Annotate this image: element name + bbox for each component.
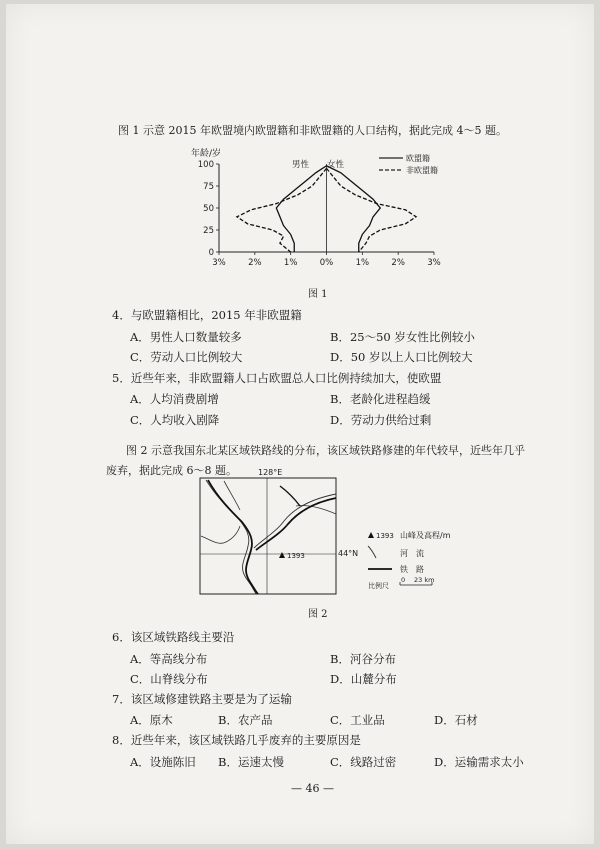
- q5-option-b[interactable]: B．老龄化进程趋缓: [330, 392, 431, 406]
- y-tick-label: 25: [203, 226, 214, 236]
- y-tick-label: 0: [208, 248, 214, 258]
- legend-peak-value: 1393: [376, 532, 394, 540]
- x-tick-label: 2%: [391, 258, 405, 268]
- exam-page: [6, 4, 594, 844]
- q8-stem: 8．近些年来，该区域铁路几乎废弃的主要原因是: [112, 733, 361, 747]
- q4-option-a[interactable]: A．男性人口数量较多: [130, 330, 242, 344]
- q5-stem: 5．近些年来，非欧盟籍人口占欧盟总人口比例持续加大，使欧盟: [112, 371, 442, 385]
- q7-option-c[interactable]: C．工业品: [330, 713, 385, 727]
- q6-option-b[interactable]: B．河谷分布: [330, 652, 396, 666]
- figure-2-railway-map: [196, 466, 476, 601]
- q4-option-b[interactable]: B．25～50 岁女性比例较小: [330, 330, 475, 344]
- figure-1-population-pyramid: [186, 146, 451, 284]
- river: [206, 480, 256, 594]
- q6-option-c[interactable]: C．山脊线分布: [130, 672, 208, 686]
- river: [296, 505, 336, 514]
- q4-option-c[interactable]: C．劳动人口比例较大: [130, 350, 243, 364]
- intro-fig2-line2: 废弃，据此完成 6～8 题。: [106, 464, 237, 477]
- scale-value: 23 km: [414, 576, 435, 584]
- map-legend: [368, 530, 451, 590]
- river: [201, 526, 240, 543]
- q7-option-d[interactable]: D．石材: [434, 713, 478, 727]
- q8-option-c[interactable]: C．线路过密: [330, 755, 397, 769]
- intro-fig2-line1: 图 2 示意我国东北某区域铁路线的分布，该区域铁路修建的年代较早，近些年几乎: [126, 444, 525, 457]
- q4-option-d[interactable]: D．50 岁以上人口比例较大: [330, 350, 473, 364]
- q6-option-a[interactable]: A．等高线分布: [130, 652, 208, 666]
- q8-option-d[interactable]: D．运输需求太小: [434, 755, 524, 769]
- lon-label: 128°E: [258, 468, 283, 477]
- peak-value: 1393: [287, 552, 305, 560]
- lat-label: 44°N: [338, 549, 359, 558]
- legend-peak: 山峰及高程/m: [400, 531, 451, 540]
- legend-river: 河 流: [400, 549, 424, 558]
- x-tick-label: 3%: [212, 258, 226, 268]
- legend-rail: 铁 路: [400, 565, 424, 574]
- fig2-caption: 图 2: [308, 609, 328, 620]
- q8-option-b[interactable]: B．运速太慢: [218, 755, 284, 769]
- q7-option-b[interactable]: B．农产品: [218, 713, 273, 727]
- scale-label: 比例尺: [368, 582, 389, 590]
- legend-peak-icon: [368, 532, 374, 538]
- q8-option-a[interactable]: A．设施陈旧: [130, 755, 196, 769]
- intro-fig1: 图 1 示意 2015 年欧盟境内欧盟籍和非欧盟籍的人口结构，据此完成 4～5 题。: [118, 124, 507, 137]
- yaxis-label: 年龄/岁: [191, 149, 222, 159]
- legend-eu: 欧盟籍: [406, 154, 430, 163]
- x-tick-label: 1%: [283, 258, 298, 268]
- q6-stem: 6．该区域铁路线主要沿: [112, 630, 235, 644]
- x-tick-label: 3%: [427, 258, 441, 268]
- peak-icon: [279, 552, 285, 558]
- railway: [280, 486, 300, 506]
- q5-option-a[interactable]: A．人均消费剧增: [130, 392, 219, 406]
- non-eu-female-line: [327, 168, 417, 252]
- x-tick-label: 0%: [319, 258, 334, 268]
- y-tick-label: 100: [197, 160, 214, 170]
- q6-option-d[interactable]: D．山麓分布: [330, 672, 397, 686]
- male-label: 男性: [292, 160, 310, 170]
- q5-option-c[interactable]: C．人均收入剧降: [130, 413, 220, 427]
- q7-stem: 7．该区域修建铁路主要是为了运输: [112, 692, 292, 706]
- y-tick-label: 75: [203, 182, 214, 192]
- page-number: — 46 —: [291, 782, 334, 795]
- q4-stem: 4．与欧盟籍相比，2015 年非欧盟籍: [112, 308, 302, 322]
- scale-zero: 0: [401, 576, 406, 584]
- legend: [379, 153, 438, 175]
- q5-option-d[interactable]: D．劳动力供给过剩: [330, 413, 432, 427]
- q7-option-a[interactable]: A．原木: [130, 713, 173, 727]
- y-tick-label: 50: [203, 204, 214, 214]
- female-label: 女性: [327, 160, 345, 170]
- legend-river-icon: [368, 546, 376, 558]
- x-tick-label: 2%: [248, 258, 262, 268]
- x-tick-label: 1%: [355, 258, 370, 268]
- legend-non-eu: 非欧盟籍: [406, 166, 438, 175]
- eu-male-line: [276, 166, 326, 252]
- non-eu-male-line: [237, 168, 327, 252]
- fig1-caption: 图 1: [308, 289, 328, 300]
